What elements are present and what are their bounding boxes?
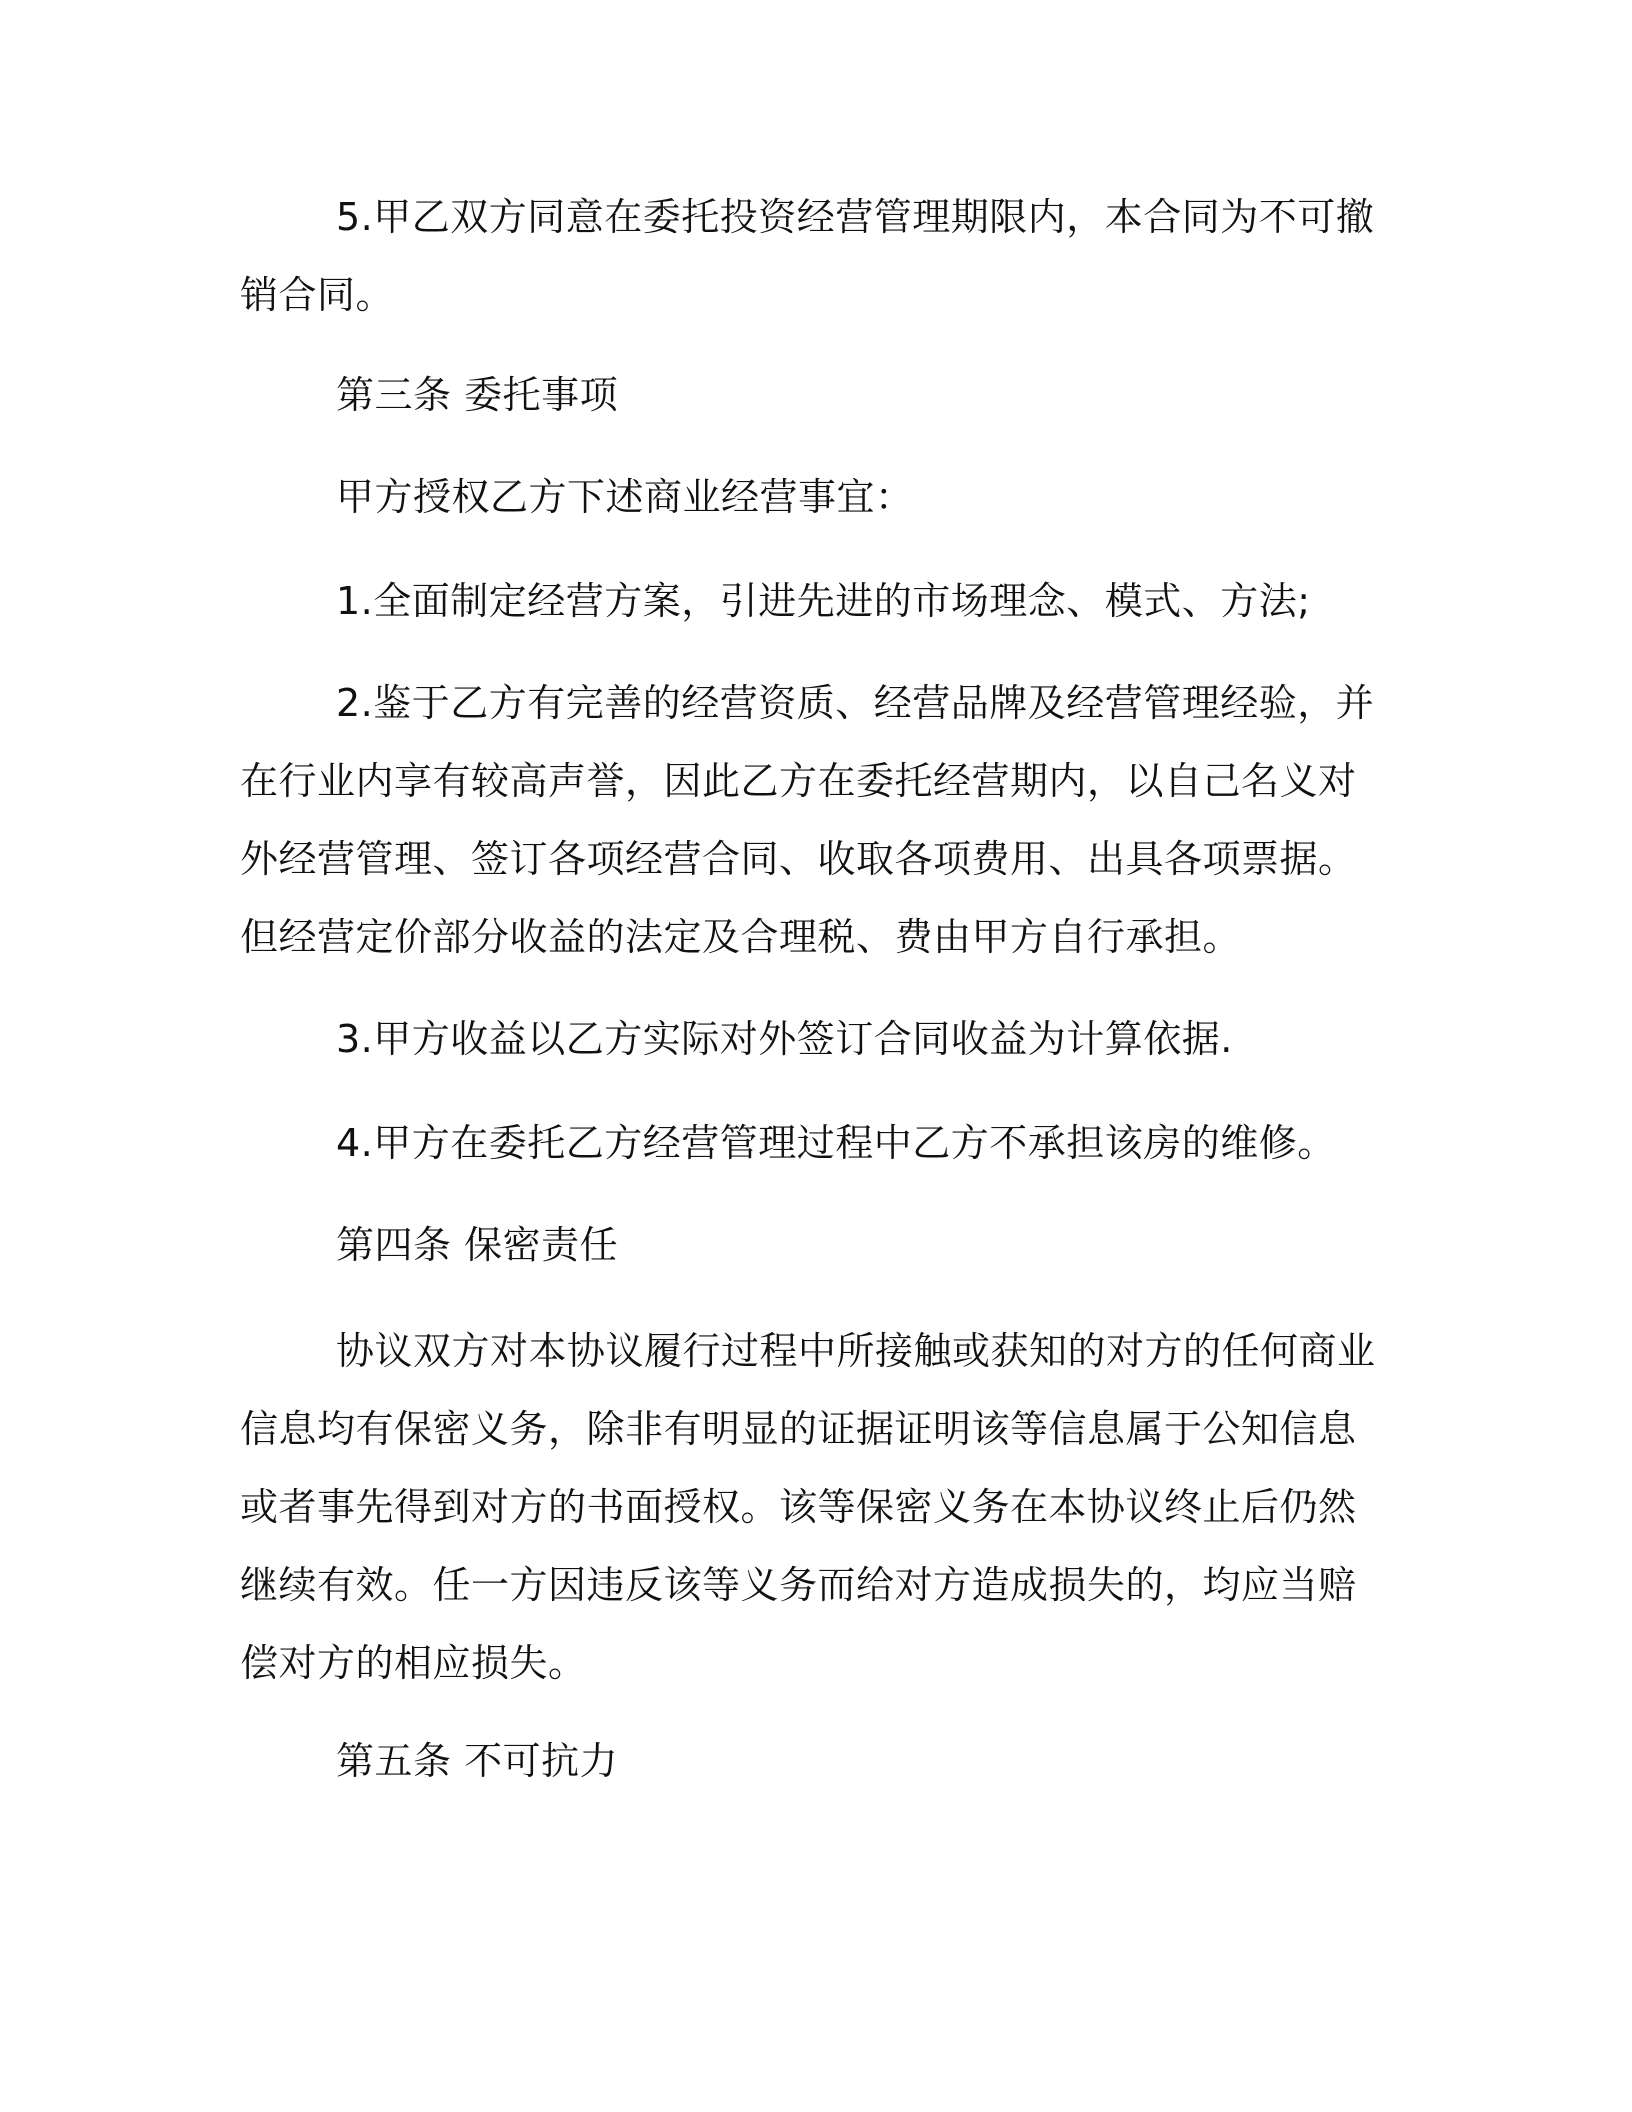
article-3-item-1: 1.全面制定经营方案，引进先进的市场理念、模式、方法; xyxy=(336,579,1311,623)
article-3-item-4: 4.甲方在委托乙方经营管理过程中乙方不承担该房的维修。 xyxy=(336,1121,1336,1165)
article-3-item-3: 3.甲方收益以乙方实际对外签订合同收益为计算依据. xyxy=(336,1017,1233,1061)
article-3-intro: 甲方授权乙方下述商业经营事宜： xyxy=(336,475,914,519)
clause-2-item-5: 5.甲乙双方同意在委托投资经营管理期限内，本合同为不可撤销合同。 xyxy=(240,195,1375,317)
article-3-heading: 第三条 委托事项 xyxy=(336,373,619,417)
article-3-item-2: 2.鉴于乙方有完善的经营资质、经营品牌及经营管理经验，并在行业内享有较高声誉，因此乙方在委托经营期内，以自己名义对外经营管理、签订各项经营合同、收取各项费用、出具各项票据。但经营定价部分收益的法定及合理税、费由甲方自行承担。 xyxy=(240,681,1375,959)
article-5-heading: 第五条 不可抗力 xyxy=(336,1739,619,1783)
article-4-body: 协议双方对本协议履行过程中所接触或获知的对方的任何商业信息均有保密义务，除非有明显的证据证明该等信息属于公知信息或者事先得到对方的书面授权。该等保密义务在本协议终止后仍然继续有效。任一方因违反该等义务而给对方造成损失的，均应当赔偿对方的相应损失。 xyxy=(240,1329,1376,1685)
article-4-heading: 第四条 保密责任 xyxy=(336,1223,619,1267)
